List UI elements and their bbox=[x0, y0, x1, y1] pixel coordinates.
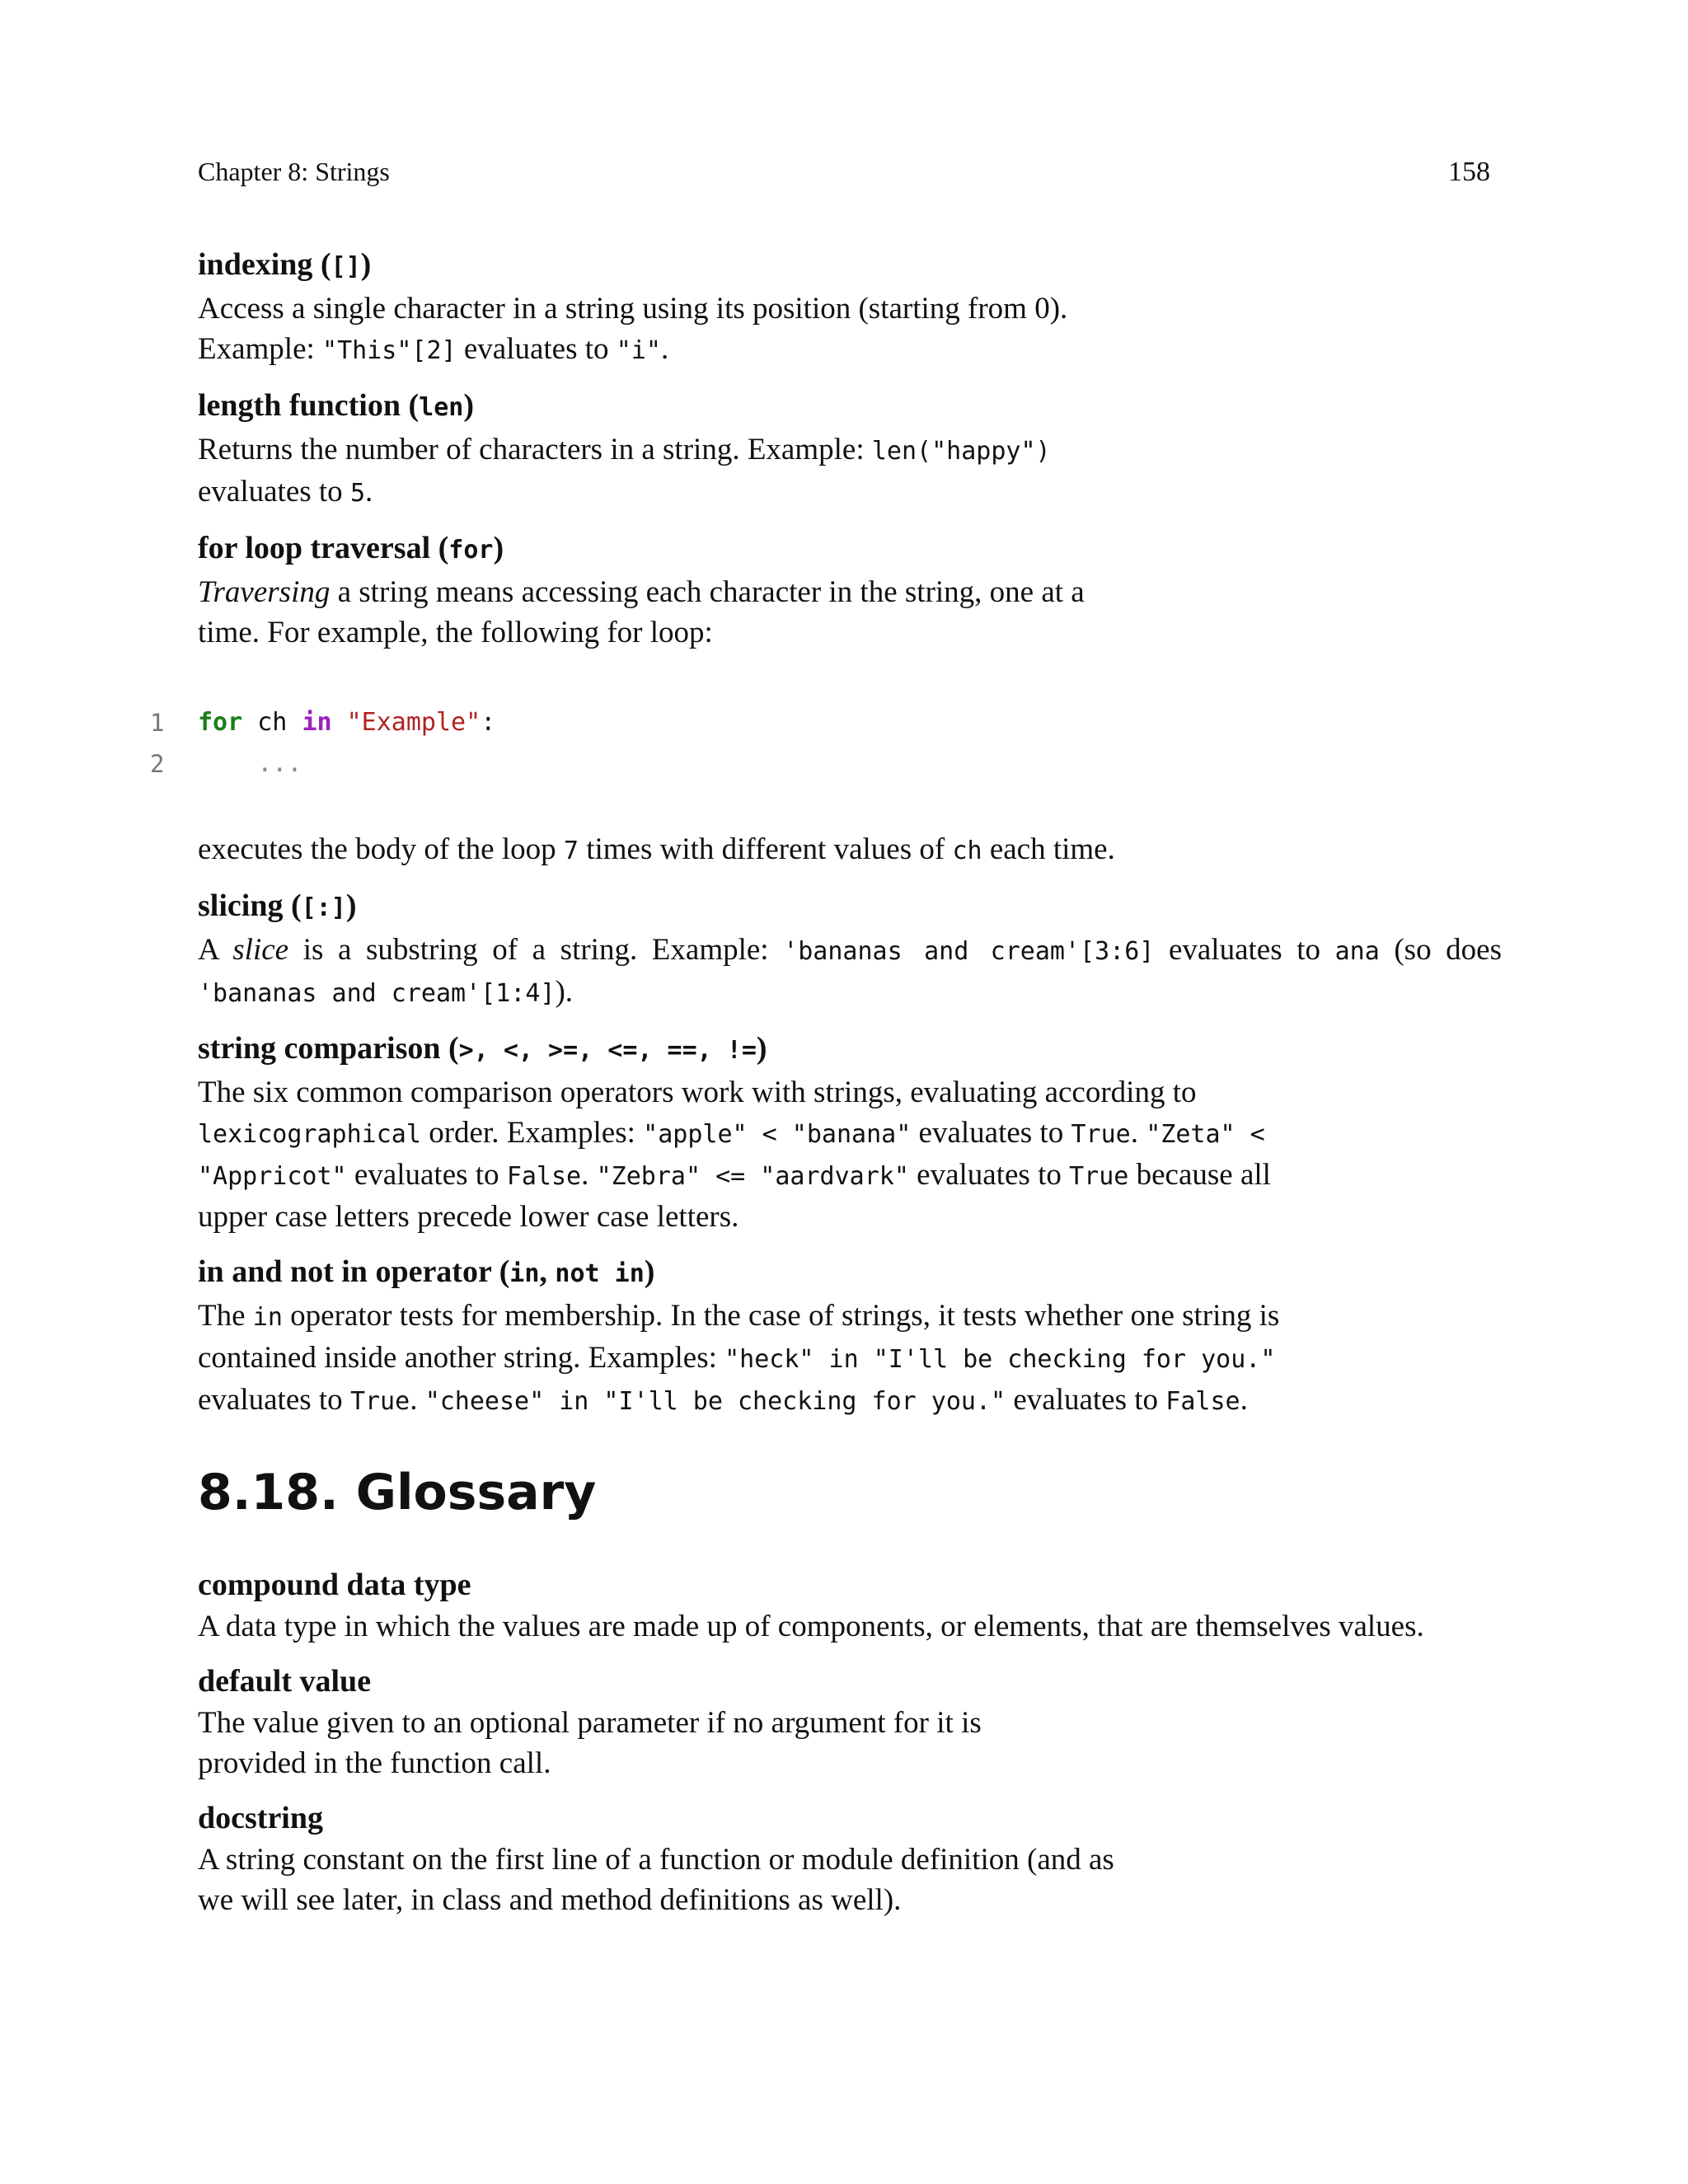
paragraph-after-code: executes the body of the loop 7 times with different values of ch each time. bbox=[198, 832, 1115, 866]
page-content bbox=[150, 243, 1502, 1933]
glossary-item-default-value bbox=[198, 1660, 1502, 1783]
entry-indexing bbox=[198, 243, 1502, 371]
glossary-term: default value bbox=[198, 1664, 372, 1699]
entry-for-loop-traversal bbox=[198, 527, 1502, 653]
line-number: 2 bbox=[150, 750, 165, 778]
code-block bbox=[150, 702, 1502, 785]
glossary-term: compound data type bbox=[198, 1568, 471, 1602]
section-title-glossary: 8.18. Glossary bbox=[198, 1464, 597, 1521]
term-for-loop-traversal: for loop traversal (for) bbox=[198, 531, 504, 565]
entry-in-operator bbox=[198, 1250, 1502, 1422]
glossary-item-compound-data-type bbox=[198, 1563, 1502, 1647]
page-number: 158 bbox=[1448, 157, 1490, 187]
definition-slicing: A slice is a substring of a string. Example: 'bananas and cream'[3:6] evaluates to ana (so does 'bananas and cream'[1:4]). bbox=[198, 933, 1502, 1009]
running-header-chapter: Chapter 8: Strings bbox=[198, 157, 390, 186]
definition-length-function: Returns the number of characters in a string. Example: len("happy") evaluates to 5. bbox=[198, 433, 1051, 509]
line-number: 1 bbox=[150, 709, 165, 737]
entry-length-function bbox=[198, 384, 1502, 513]
definition-for-loop-traversal: Traversing a string means accessing each character in the string, one at a time. For example, the following for loop: bbox=[198, 575, 1085, 649]
term-slicing: slicing ([:]) bbox=[198, 888, 357, 923]
term-length-function: length function (len) bbox=[198, 388, 474, 423]
code-line-2: 2 ... bbox=[198, 743, 1502, 785]
glossary-term: docstring bbox=[198, 1801, 323, 1835]
entry-slicing bbox=[198, 884, 1502, 1014]
entry-string-comparison bbox=[198, 1027, 1502, 1237]
glossary-item-docstring bbox=[198, 1797, 1502, 1920]
glossary-definition: The value given to an optional parameter if no argument for it is provided in the function call. bbox=[198, 1706, 982, 1780]
term-indexing: indexing ([]) bbox=[198, 247, 372, 282]
definition-string-comparison: The six common comparison operators work with strings, evaluating according to lexicographical order. Examples: "apple" < "banana" evaluates to True. "Zeta" < "Appricot" evaluates to False. "Zebra" <= "aardvark" evaluates to True because all upper case letters precede lower case letters. bbox=[198, 1076, 1271, 1234]
definition-indexing: Access a single character in a string using its position (starting from 0). Example: "This"[2] evaluates to "i". bbox=[198, 292, 1068, 366]
glossary-definition: A string constant on the first line of a function or module definition (and as we will see later, in class and method definitions as well). bbox=[198, 1843, 1114, 1917]
term-in-operator: in and not in operator (in, not in) bbox=[198, 1254, 655, 1289]
definition-in-operator: The in operator tests for membership. In the case of strings, it tests whether one string is contained inside another string. Examples: "heck" in "I'll be checking for you." evaluates to True. "cheese" in "I'll be checking for you." evaluates to False. bbox=[198, 1299, 1280, 1417]
glossary-definition: A data type in which the values are made up of components, or elements, that are themselves values. bbox=[198, 1610, 1424, 1643]
code-line-1: 1 for ch in "Example": bbox=[198, 702, 1502, 743]
term-string-comparison: string comparison (>, <, >=, <=, ==, !=) bbox=[198, 1031, 767, 1066]
